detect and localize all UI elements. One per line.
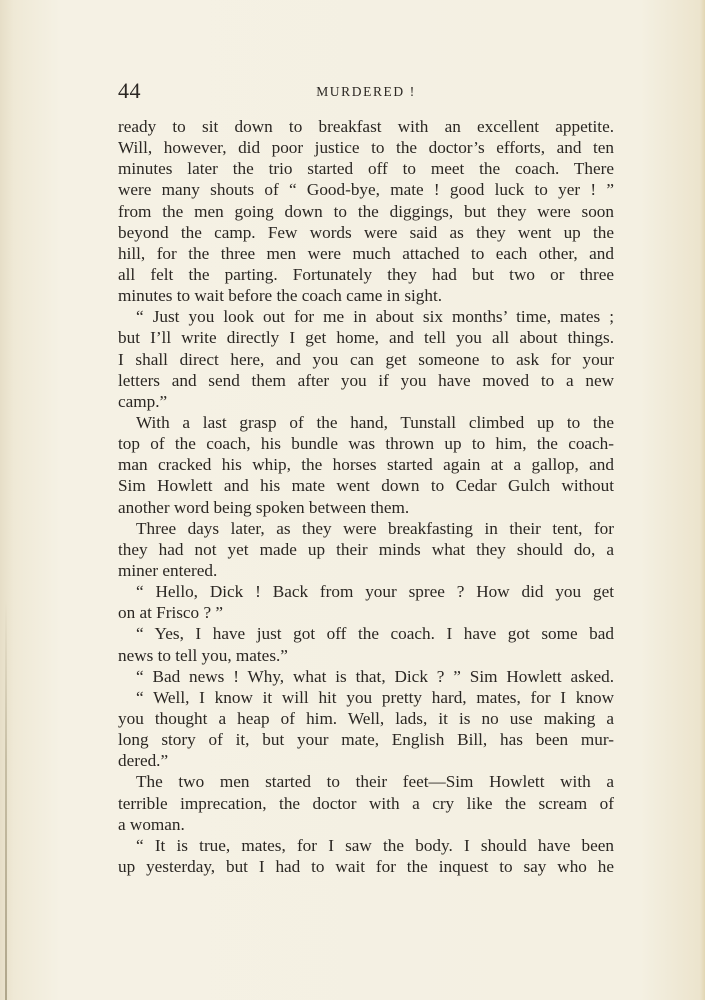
text-line: man cracked his whip, the horses started again at a gallop, and bbox=[118, 455, 614, 475]
text-line: I shall direct here, and you can get someone to ask for your bbox=[118, 349, 614, 369]
text-line: “ Well, I know it will hit you pretty hard, mates, for I know bbox=[136, 687, 614, 707]
text-line: dered.” bbox=[118, 751, 169, 771]
body-text bbox=[118, 116, 614, 877]
text-line: “ It is true, mates, for I saw the body. I should have been bbox=[136, 835, 614, 855]
text-line: beyond the camp. Few words were said as they went up the bbox=[118, 222, 614, 242]
text-line: “ Hello, Dick ! Back from your spree ? How did you get bbox=[136, 582, 614, 602]
text-line: from the men going down to the diggings, but they were soon bbox=[118, 201, 614, 221]
text-line: a woman. bbox=[118, 814, 185, 834]
chapter-title: MURDERED ! bbox=[316, 84, 416, 99]
text-line: minutes to wait before the coach came in sight. bbox=[118, 286, 443, 306]
page-edge-shadow bbox=[5, 600, 7, 1000]
text-line: all felt the parting. Fortunately they had but two or three bbox=[118, 264, 614, 284]
text-line: terrible imprecation, the doctor with a cry like the scream of bbox=[118, 793, 614, 813]
text-line: minutes later the trio started off to meet the coach. There bbox=[118, 159, 614, 179]
text-line: Three days later, as they were breakfasting in their tent, for bbox=[136, 518, 614, 538]
text-line: long story of it, but your mate, English Bill, has been mur- bbox=[118, 730, 614, 750]
text-line: “ Bad news ! Why, what is that, Dick ? ” Sim Howlett asked. bbox=[136, 666, 614, 686]
text-line: The two men started to their feet—Sim Howlett with a bbox=[136, 772, 614, 792]
text-line: they had not yet made up their minds what they should do, a bbox=[118, 539, 614, 559]
text-line: With a last grasp of the hand, Tunstall climbed up to the bbox=[136, 412, 614, 432]
page-number: 44 bbox=[118, 78, 141, 103]
text-line: “ Yes, I have just got off the coach. I have got some bad bbox=[136, 624, 614, 644]
text-line: miner entered. bbox=[118, 560, 218, 580]
text-line: Sim Howlett and his mate went down to Cedar Gulch without bbox=[118, 476, 614, 496]
text-line: were many shouts of “ Good-bye, mate ! good luck to yer ! ” bbox=[118, 180, 614, 200]
running-head bbox=[118, 76, 614, 106]
text-line: up yesterday, but I had to wait for the inquest to say who he bbox=[118, 856, 614, 876]
text-line: on at Frisco ? ” bbox=[118, 603, 224, 623]
text-line: hill, for the three men were much attached to each other, and bbox=[118, 243, 614, 263]
text-line: top of the coach, his bundle was thrown up to him, the coach- bbox=[118, 434, 614, 454]
text-line: news to tell you, mates.” bbox=[118, 645, 288, 665]
text-line: you thought a heap of him. Well, lads, it is no use making a bbox=[118, 708, 614, 728]
text-line: Will, however, did poor justice to the doctor’s efforts, and ten bbox=[118, 138, 614, 158]
text-line: “ Just you look out for me in about six months’ time, mates ; bbox=[136, 307, 614, 327]
text-line: camp.” bbox=[118, 391, 168, 411]
text-line: letters and send them after you if you have moved to a new bbox=[118, 370, 614, 390]
text-line: another word being spoken between them. bbox=[118, 497, 410, 517]
text-line: ready to sit down to breakfast with an excellent appetite. bbox=[118, 117, 614, 136]
text-line: but I’ll write directly I get home, and tell you all about things. bbox=[118, 328, 614, 348]
